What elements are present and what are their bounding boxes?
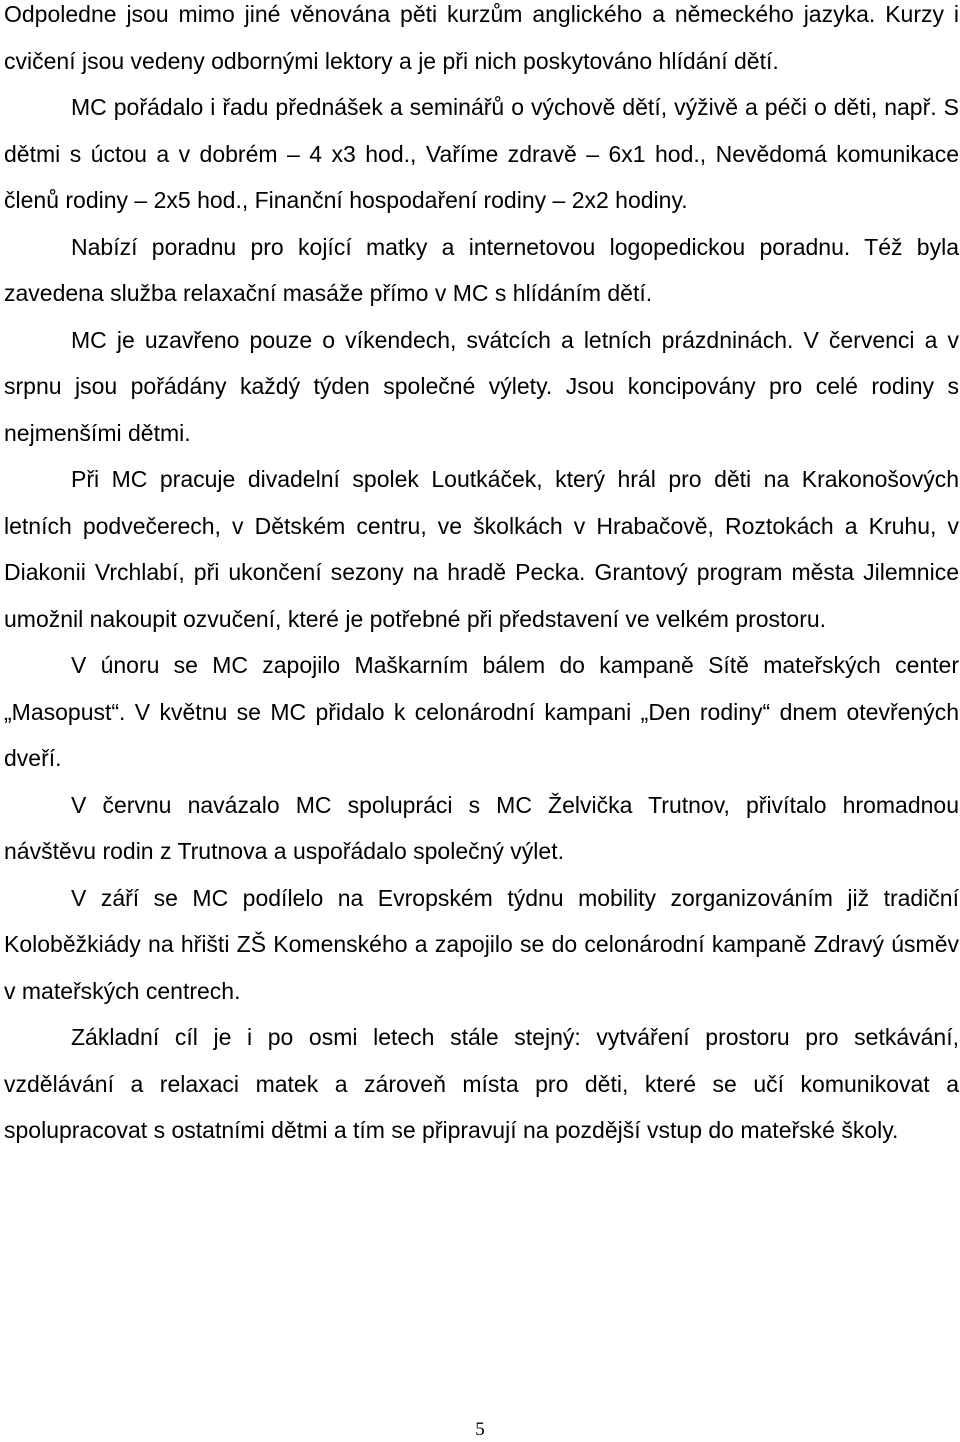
- page-number: 5: [475, 1419, 485, 1440]
- paragraph-cooperation: V červnu navázalo MC spolupráci s MC Želvička Trutnov, přivítalo hromadnou návštěvu rodin z Trutnova a uspořádalo společný výlet.: [4, 791, 959, 864]
- paragraph-lectures-seminars: MC pořádalo i řadu přednášek a seminářů o výchově dětí, výživě a péči o děti, např. S dětmi s úctou a v dobrém – 4 x3 hod., Vaříme zdravě – 6x1 hod., Nevědomá komunikace členů rodiny – 2x5 hod., Finanční hospodaření rodiny – 2x2 hodiny.: [4, 94, 959, 213]
- paragraph-opening-hours: MC je uzavřeno pouze o víkendech, svátcích a letních prázdninách. V červenci a v srpnu jsou pořádány každý týden společné výlety. Jsou koncipovány pro celé rodiny s nejmenšími dětmi.: [4, 326, 959, 446]
- paragraph-counselling: Nabízí poradnu pro kojící matky a internetovou logopedickou poradnu. Též byla zavedena služba relaxační masáže přímo v MC s hlídáním dětí.: [4, 233, 959, 306]
- paragraph-language-courses: Odpoledne jsou mimo jiné věnována pěti kurzům anglického a německého jazyka. Kurzy i cvičení jsou vedeny odbornými lektory a je při nich poskytováno hlídání dětí.: [4, 1, 959, 74]
- paragraph-theatre-group: Při MC pracuje divadelní spolek Loutkáček, který hrál pro děti na Krakonošových letních podvečerech, v Dětském centru, ve školkách v Hrabačově, Roztokách a Kruhu, v Diakonii Vrchlabí, při ukončení sezony na hradě Pecka. Grantový program města Jilemnice umožnil nakoupit ozvučení, které je potřebné při představení ve velkém prostoru.: [4, 466, 959, 632]
- paragraph-mobility-week: V září se MC podílelo na Evropském týdnu mobility zorganizováním již tradiční Koloběžkiády na hřišti ZŠ Komenského a zapojilo se do celonárodní kampaně Zdravý úsměv v mateřských centrech.: [4, 884, 959, 1004]
- paragraph-campaigns: V únoru se MC zapojilo Maškarním bálem do kampaně Sítě mateřských center „Masopust“. V květnu se MC přidalo k celonárodní kampani „Den rodiny“ dnem otevřených dveří.: [4, 652, 959, 771]
- document-page: [4, 0, 959, 1154]
- paragraph-main-goal: Základní cíl je i po osmi letech stále stejný: vytváření prostoru pro setkávání, vzdělávání a relaxaci matek a zároveň místa pro děti, které se učí komunikovat a spolupracovat s ostatními dětmi a tím se připravují na pozdější vstup do mateřské školy.: [4, 1024, 959, 1143]
